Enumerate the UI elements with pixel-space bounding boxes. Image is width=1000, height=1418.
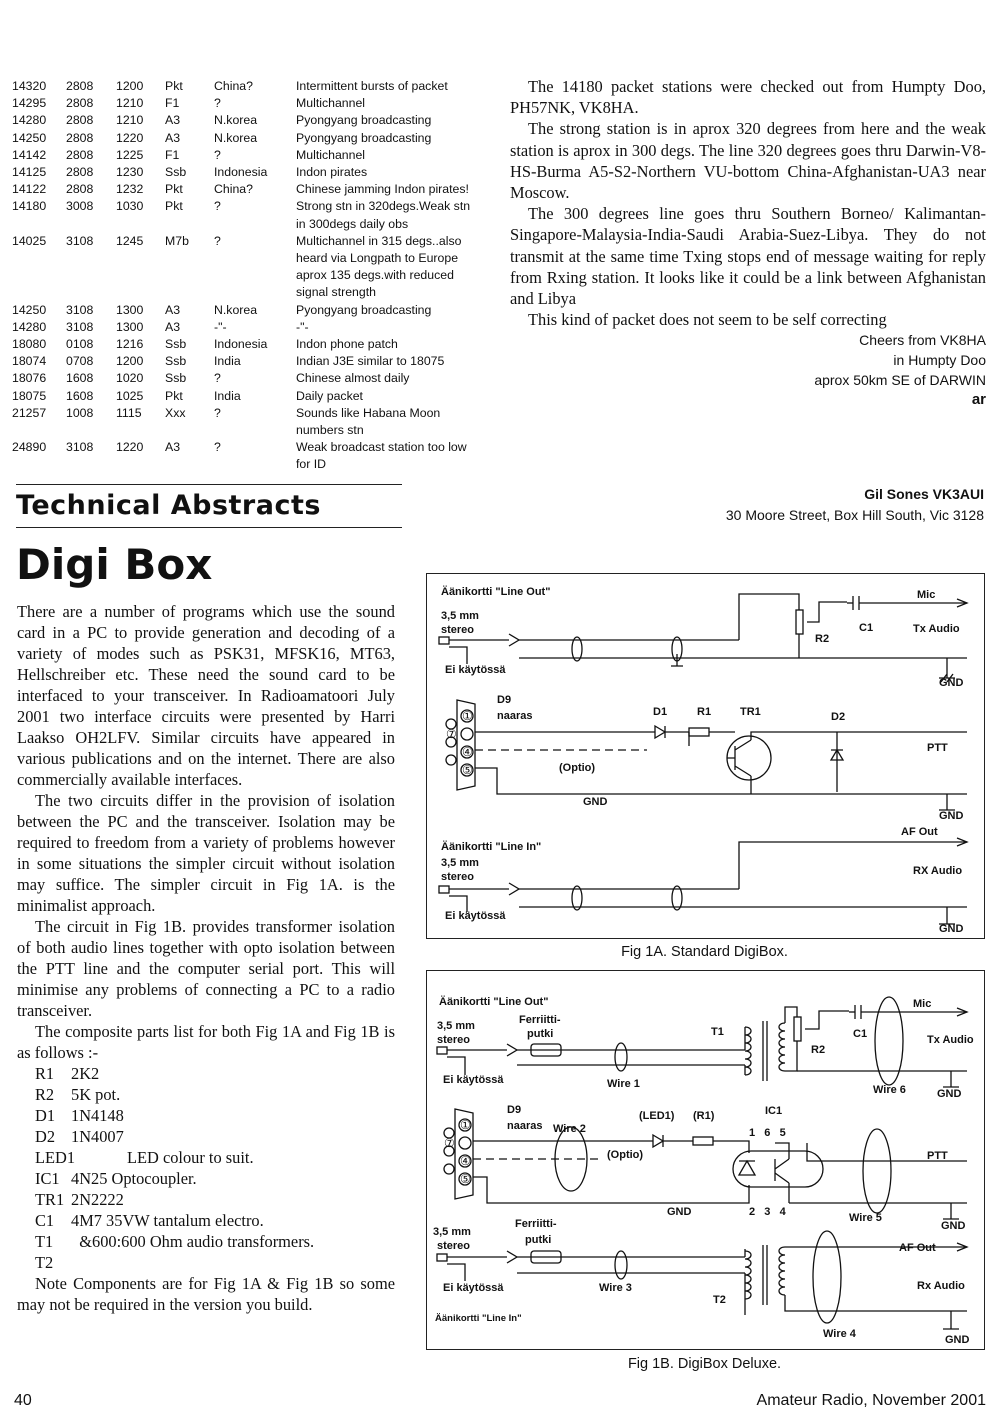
log-note <box>296 233 502 302</box>
label-wire-4: Wire 4 <box>823 1328 856 1340</box>
label-tx-audio: Tx Audio <box>927 1034 974 1046</box>
log-note <box>296 405 502 439</box>
log-mode: Pkt <box>165 79 183 93</box>
log-time: 1225 <box>116 147 144 162</box>
label-stereo: stereo <box>437 1034 471 1046</box>
log-date: 0108 <box>66 337 94 352</box>
parts-list-item <box>17 1105 395 1126</box>
label-pins-bottom: 2 3 4 <box>749 1206 786 1218</box>
label-stereo: stereo <box>441 624 475 636</box>
log-date: 2808 <box>66 113 94 128</box>
parts-list-item <box>17 1084 395 1105</box>
log-country: N.korea <box>214 302 258 317</box>
log-freq: 18076 <box>12 371 47 386</box>
log-row <box>12 388 502 405</box>
log-mode: Xxx <box>165 405 186 420</box>
log-row <box>12 78 502 95</box>
log-note-line: -"- <box>296 319 309 334</box>
svg-text:⑦: ⑦ <box>444 1136 455 1150</box>
parts-list-item <box>17 1189 395 1210</box>
log-time: 1025 <box>116 388 144 403</box>
label-unused: Ei käytössä <box>443 1074 504 1086</box>
log-freq: 14125 <box>12 165 47 180</box>
log-mode: Ssb <box>165 165 187 180</box>
article-paragraph: The circuit in Fig 1B. provides transformer isolation of both audio lines together with opto isolation between the PTT line and the computer serial port. This will minimise any problems of connecting a PC to a radio transceiver. <box>17 917 395 1020</box>
signoff-line: Cheers from VK8HA <box>859 332 986 348</box>
signoff-line: aprox 50km SE of DARWIN <box>814 372 986 388</box>
log-country: ? <box>214 233 221 248</box>
figure-1b-schematic <box>426 970 985 1350</box>
log-country: China? <box>214 182 253 197</box>
part-ref: R2 <box>35 1085 55 1104</box>
label-line-out: Äänikortti "Line Out" <box>441 586 551 598</box>
log-note-line: Intermittent bursts of packet <box>296 79 448 93</box>
label-wire-2: Wire 2 <box>553 1123 586 1135</box>
log-mode: Ssb <box>165 371 187 386</box>
parts-list-item <box>17 1168 395 1189</box>
log-mode: Pkt <box>165 182 183 197</box>
log-time: 1216 <box>116 337 144 352</box>
pin-label: ⑤ <box>460 1172 471 1186</box>
log-country: ? <box>214 405 221 420</box>
log-note-line: in 300degs daily obs <box>296 216 409 231</box>
log-date: 2808 <box>66 79 94 93</box>
log-freq: 14280 <box>12 113 47 128</box>
packet-paragraph: The 300 degrees line goes thru Southern Borneo/ Kalimantan-Singapore-Malaysia-India-Saudi Arabia-Suez-Libya. They do not transmit at the same time Txing stops end of message waiting for reply from Rxing station. It looks like it could be a link between Afghanistan and Libya <box>510 204 986 309</box>
log-country: N.korea <box>214 113 258 128</box>
log-row <box>12 439 502 473</box>
label-wire-1: Wire 1 <box>607 1078 640 1090</box>
label-c1: C1 <box>853 1028 868 1040</box>
log-country: N.korea <box>214 130 258 145</box>
log-note <box>296 198 502 232</box>
log-note-line: Indian J3E similar to 18075 <box>296 354 445 369</box>
log-time: 1300 <box>116 302 144 317</box>
label-ferrite: Ferriitti- <box>515 1218 557 1230</box>
parts-list-item <box>17 1210 395 1231</box>
log-note-line: numbers stn <box>296 423 364 438</box>
parts-list-item <box>17 1147 395 1168</box>
log-note <box>296 181 502 198</box>
parts-list <box>17 1063 395 1273</box>
log-note-line: Chinese jamming Indon pirates! <box>296 182 469 197</box>
log-note-line: Indon phone patch <box>296 337 398 352</box>
log-mode: Ssb <box>165 354 187 369</box>
log-note <box>296 319 502 336</box>
log-freq: 18080 <box>12 337 47 352</box>
part-value: 4N25 Optocoupler. <box>71 1169 197 1188</box>
label-r1: (R1) <box>693 1110 715 1122</box>
label-mic: Mic <box>913 998 932 1010</box>
signoff <box>814 330 986 410</box>
label-unused: Ei käytössä <box>443 1282 504 1294</box>
log-date: 2808 <box>66 182 94 197</box>
log-freq: 14180 <box>12 199 47 214</box>
log-mode: A3 <box>165 113 181 128</box>
log-time: 1232 <box>116 182 144 197</box>
log-country: India <box>214 388 241 403</box>
part-ref: D2 <box>35 1127 56 1146</box>
log-row <box>12 147 502 164</box>
log-freq: 24890 <box>12 440 47 455</box>
part-ref: IC1 <box>35 1169 60 1188</box>
label-mic: Mic <box>917 589 936 601</box>
log-time: 1300 <box>116 319 144 334</box>
log-note <box>296 78 502 95</box>
log-date: 3108 <box>66 319 94 334</box>
log-mode: Pkt <box>165 199 183 214</box>
figure-1a-schematic <box>426 573 985 939</box>
article-body <box>17 601 395 1315</box>
log-time: 1115 <box>116 405 142 420</box>
log-row <box>12 336 502 353</box>
label-line-out: Äänikortti "Line Out" <box>439 996 549 1008</box>
label-wire-3: Wire 3 <box>599 1282 632 1294</box>
log-date: 2808 <box>66 130 94 145</box>
log-note-line: for ID <box>296 457 327 472</box>
part-value: 2N2222 <box>71 1190 124 1209</box>
log-date: 3108 <box>66 440 94 455</box>
log-row <box>12 353 502 370</box>
log-freq: 18074 <box>12 354 47 369</box>
log-note <box>296 336 502 353</box>
figure-1a-caption: Fig 1A. Standard DigiBox. <box>621 944 788 960</box>
label-d9: D9 <box>507 1104 522 1116</box>
log-note <box>296 439 502 473</box>
article-paragraph: Note Components are for Fig 1A & Fig 1B so some may not be required in the version you build. <box>17 1274 395 1314</box>
label-t1: T1 <box>711 1026 724 1038</box>
log-note-line: signal strength <box>296 285 376 300</box>
log-row <box>12 370 502 387</box>
label-gnd: GND <box>945 1334 970 1346</box>
log-note-line: Pyongyang broadcasting <box>296 113 432 128</box>
signoff-line: in Humpty Doo <box>893 352 986 368</box>
log-country: Indonesia <box>214 165 268 180</box>
log-row <box>12 198 502 232</box>
part-ref: TR1 <box>35 1190 65 1209</box>
log-freq: 14250 <box>12 130 47 145</box>
log-time: 1220 <box>116 130 144 145</box>
log-country: ? <box>214 199 221 214</box>
log-country: ? <box>214 147 221 162</box>
label-d2: D2 <box>831 711 846 723</box>
label-ferrite: putki <box>527 1028 554 1040</box>
log-row <box>12 95 502 112</box>
parts-list-item <box>17 1126 395 1147</box>
log-mode: Ssb <box>165 337 187 352</box>
log-note-line: Indon pirates <box>296 165 368 180</box>
packet-paragraph: This kind of packet does not seem to be self correcting <box>528 310 887 330</box>
part-value: 600:600 Ohm audio transformers. <box>92 1232 315 1251</box>
label-tx-audio: Tx Audio <box>913 623 960 635</box>
parts-list-item <box>17 1231 395 1273</box>
log-mode: A3 <box>165 440 181 455</box>
part-ref: D1 <box>35 1106 56 1125</box>
log-date: 1008 <box>66 405 94 420</box>
part-value: 2K2 <box>71 1064 100 1083</box>
log-date: 3108 <box>66 302 94 317</box>
label-line-in: Äänikortti "Line In" <box>441 841 542 853</box>
log-note <box>296 164 502 181</box>
log-mode: Pkt <box>165 388 183 403</box>
log-date: 1608 <box>66 388 94 403</box>
log-row <box>12 181 502 198</box>
log-note-line: Daily packet <box>296 388 363 403</box>
label-line-in: Äänikortti "Line In" <box>435 1313 522 1324</box>
log-note-line: Multichannel <box>296 96 366 111</box>
log-date: 2808 <box>66 147 94 162</box>
log-time: 1200 <box>116 354 144 369</box>
log-row <box>12 233 502 302</box>
label-rx-audio: RX Audio <box>913 865 963 877</box>
log-mode: A3 <box>165 302 181 317</box>
label-jack: 3,5 mm <box>433 1226 471 1238</box>
log-date: 3108 <box>66 233 94 248</box>
log-country: -"- <box>214 319 227 334</box>
label-stereo: stereo <box>437 1240 471 1252</box>
log-row <box>12 319 502 336</box>
pin-label: ⑤ <box>462 763 473 777</box>
log-row <box>12 112 502 129</box>
label-optio: (Optio) <box>607 1149 644 1161</box>
label-ptt: PTT <box>927 1150 948 1162</box>
pin-label: ① <box>460 1118 471 1132</box>
label-tr1: TR1 <box>740 706 761 718</box>
section-rule <box>16 527 402 528</box>
author-name: Gil Sones VK3AUI <box>864 486 984 502</box>
label-gnd: GND <box>941 1220 966 1232</box>
section-rule <box>16 484 402 485</box>
packet-report <box>510 76 986 330</box>
label-d1: D1 <box>653 706 668 718</box>
log-mode: A3 <box>165 319 181 334</box>
label-unused: Ei käytössä <box>445 910 506 922</box>
log-note-line: Strong stn in 320degs.Weak stn <box>296 199 471 214</box>
log-freq: 14142 <box>12 147 47 162</box>
label-pin-gnd: GND <box>667 1206 692 1218</box>
part-value: 4M7 35VW tantalum electro. <box>71 1211 264 1230</box>
packet-paragraph: The 14180 packet stations were checked out from Humpty Doo, PH57NK, VK8HA. <box>510 77 986 118</box>
log-freq: 21257 <box>12 405 47 420</box>
label-jack: 3,5 mm <box>441 857 479 869</box>
log-freq: 14250 <box>12 302 47 317</box>
log-note <box>296 147 502 164</box>
publication-footer: Amateur Radio, November 2001 <box>756 1392 986 1409</box>
article-paragraph: There are a number of programs which use the sound card in a PC to provide generation and decoding of a variety of modes such as PSK31, MFSK16, MT63, Hellschreiber etc. These need the sound card to be interfaced to your transceiver. In Radioamatoori July 2001 two interface circuits were presented by Harri Laakso OH2LFV. Similar circuits have appeared in various publications and on the internet. There are also commercially available interfaces. <box>17 602 395 789</box>
label-r2: R2 <box>811 1044 826 1056</box>
log-country: Indonesia <box>214 337 268 352</box>
label-stereo: stereo <box>441 871 475 883</box>
author-address: 30 Moore Street, Box Hill South, Vic 3128 <box>725 507 984 523</box>
log-note <box>296 112 502 129</box>
section-title: Technical Abstracts <box>16 490 321 521</box>
log-date: 0708 <box>66 354 94 369</box>
log-freq: 18075 <box>12 388 47 403</box>
log-date: 2808 <box>66 96 94 111</box>
log-freq: 14122 <box>12 182 47 197</box>
log-country: India <box>214 354 241 369</box>
label-unused: Ei käytössä <box>445 664 506 676</box>
log-note-line: Pyongyang broadcasting <box>296 302 432 317</box>
log-country: ? <box>214 440 221 455</box>
log-freq: 14280 <box>12 319 47 334</box>
log-note-line: Weak broadcast station too low <box>296 440 467 455</box>
svg-text:⑦: ⑦ <box>446 727 457 741</box>
log-row <box>12 164 502 181</box>
log-mode: F1 <box>165 147 180 162</box>
log-country: ? <box>214 371 221 386</box>
log-freq: 14295 <box>12 96 47 111</box>
log-row <box>12 130 502 147</box>
log-note-line: Sounds like Habana Moon <box>296 405 441 420</box>
pin-label: ④ <box>462 745 473 759</box>
part-ref: C1 <box>35 1211 55 1230</box>
part-value: 1N4148 <box>71 1106 124 1125</box>
label-ferrite: Ferriitti- <box>519 1014 561 1026</box>
label-r1: R1 <box>697 706 712 718</box>
log-note-line: Multichannel <box>296 147 366 162</box>
log-note-line: Chinese almost daily <box>296 371 410 386</box>
label-jack: 3,5 mm <box>441 610 479 622</box>
label-d9: D9 <box>497 694 512 706</box>
label-ptt: PTT <box>927 742 948 754</box>
label-gnd: GND <box>939 810 964 822</box>
label-gnd: GND <box>939 923 964 935</box>
signal-log-table <box>12 78 502 474</box>
part-value: 5K pot. <box>71 1085 121 1104</box>
log-time: 1210 <box>116 113 144 128</box>
log-freq: 14320 <box>12 79 47 93</box>
label-af-out: AF Out <box>899 1242 936 1254</box>
pin-label: ① <box>462 709 473 723</box>
log-mode: F1 <box>165 96 180 111</box>
log-country: ? <box>214 96 221 111</box>
log-time: 1030 <box>116 199 144 214</box>
log-freq: 14025 <box>12 233 47 248</box>
end-mark: ar <box>971 391 986 408</box>
part-ref: LED1 <box>35 1148 76 1167</box>
log-mode: A3 <box>165 130 181 145</box>
part-value: LED colour to suit. <box>127 1148 254 1167</box>
label-c1: C1 <box>859 622 874 634</box>
log-note <box>296 370 502 387</box>
label-naaras: naaras <box>507 1120 543 1132</box>
label-wire-6: Wire 6 <box>873 1084 906 1096</box>
log-country: China? <box>214 79 253 93</box>
label-gnd: GND <box>939 677 964 689</box>
log-note-line: Pyongyang broadcasting <box>296 130 432 145</box>
log-mode: M7b <box>165 233 189 248</box>
label-jack: 3,5 mm <box>437 1020 475 1032</box>
label-rx-audio: Rx Audio <box>917 1280 965 1292</box>
log-note <box>296 388 502 405</box>
packet-paragraph: The strong station is in aprox 320 degrees from here and the weak station is aprox in 300 degs. The line 320 degrees goes thru Darwin-V8-HS-Burma A5-S2-Northern VU-bottom China-Afghanistan-UA3 near Moscow. <box>510 119 986 203</box>
log-note-line: heard via Longpath to Europe <box>296 251 459 266</box>
label-wire-5: Wire 5 <box>849 1212 882 1224</box>
label-optio: (Optio) <box>559 762 596 774</box>
log-date: 3008 <box>66 199 94 214</box>
part-ref: T1 & T2 <box>35 1232 92 1272</box>
pin-label: ④ <box>460 1154 471 1168</box>
label-ic1: IC1 <box>765 1105 783 1117</box>
part-ref: R1 <box>35 1064 55 1083</box>
author-block <box>726 484 984 526</box>
log-time: 1220 <box>116 440 144 455</box>
log-note <box>296 130 502 147</box>
log-time: 1210 <box>116 96 144 111</box>
log-time: 1230 <box>116 165 144 180</box>
log-note-line: Multichannel in 315 degs..also <box>296 233 462 248</box>
label-t2: T2 <box>713 1294 726 1306</box>
log-time: 1200 <box>116 79 144 93</box>
label-pin-gnd: GND <box>583 796 608 808</box>
label-r2: R2 <box>815 633 830 645</box>
page-number: 40 <box>14 1392 32 1409</box>
log-note-line: aprox 135 degs.with reduced <box>296 268 454 283</box>
label-ferrite: putki <box>525 1234 552 1246</box>
article-paragraph: The composite parts list for both Fig 1A and Fig 1B is as follows :- <box>17 1022 395 1062</box>
label-af-out: AF Out <box>901 826 938 838</box>
label-pins-top: 1 6 5 <box>749 1127 786 1139</box>
label-led1: (LED1) <box>639 1110 675 1122</box>
log-row <box>12 302 502 319</box>
log-note <box>296 95 502 112</box>
log-date: 2808 <box>66 165 94 180</box>
article-title: Digi Box <box>16 540 213 589</box>
label-gnd: GND <box>937 1088 962 1100</box>
parts-list-item <box>17 1063 395 1084</box>
log-time: 1020 <box>116 371 144 386</box>
log-row <box>12 405 502 439</box>
article-paragraph: The two circuits differ in the provision of isolation between the PC and the transceiver. Isolation may be required to freedom from a variety of problems however in some situations the simpler circuit without isolation may suffice. The simpler circuit in Fig 1A. is the minimalist approach. <box>17 791 395 915</box>
log-note <box>296 353 502 370</box>
part-value: 1N4007 <box>71 1127 124 1146</box>
figure-1b-caption: Fig 1B. DigiBox Deluxe. <box>627 1356 782 1372</box>
log-note <box>296 302 502 319</box>
label-naaras: naaras <box>497 710 533 722</box>
log-date: 1608 <box>66 371 94 386</box>
log-time: 1245 <box>116 233 144 248</box>
